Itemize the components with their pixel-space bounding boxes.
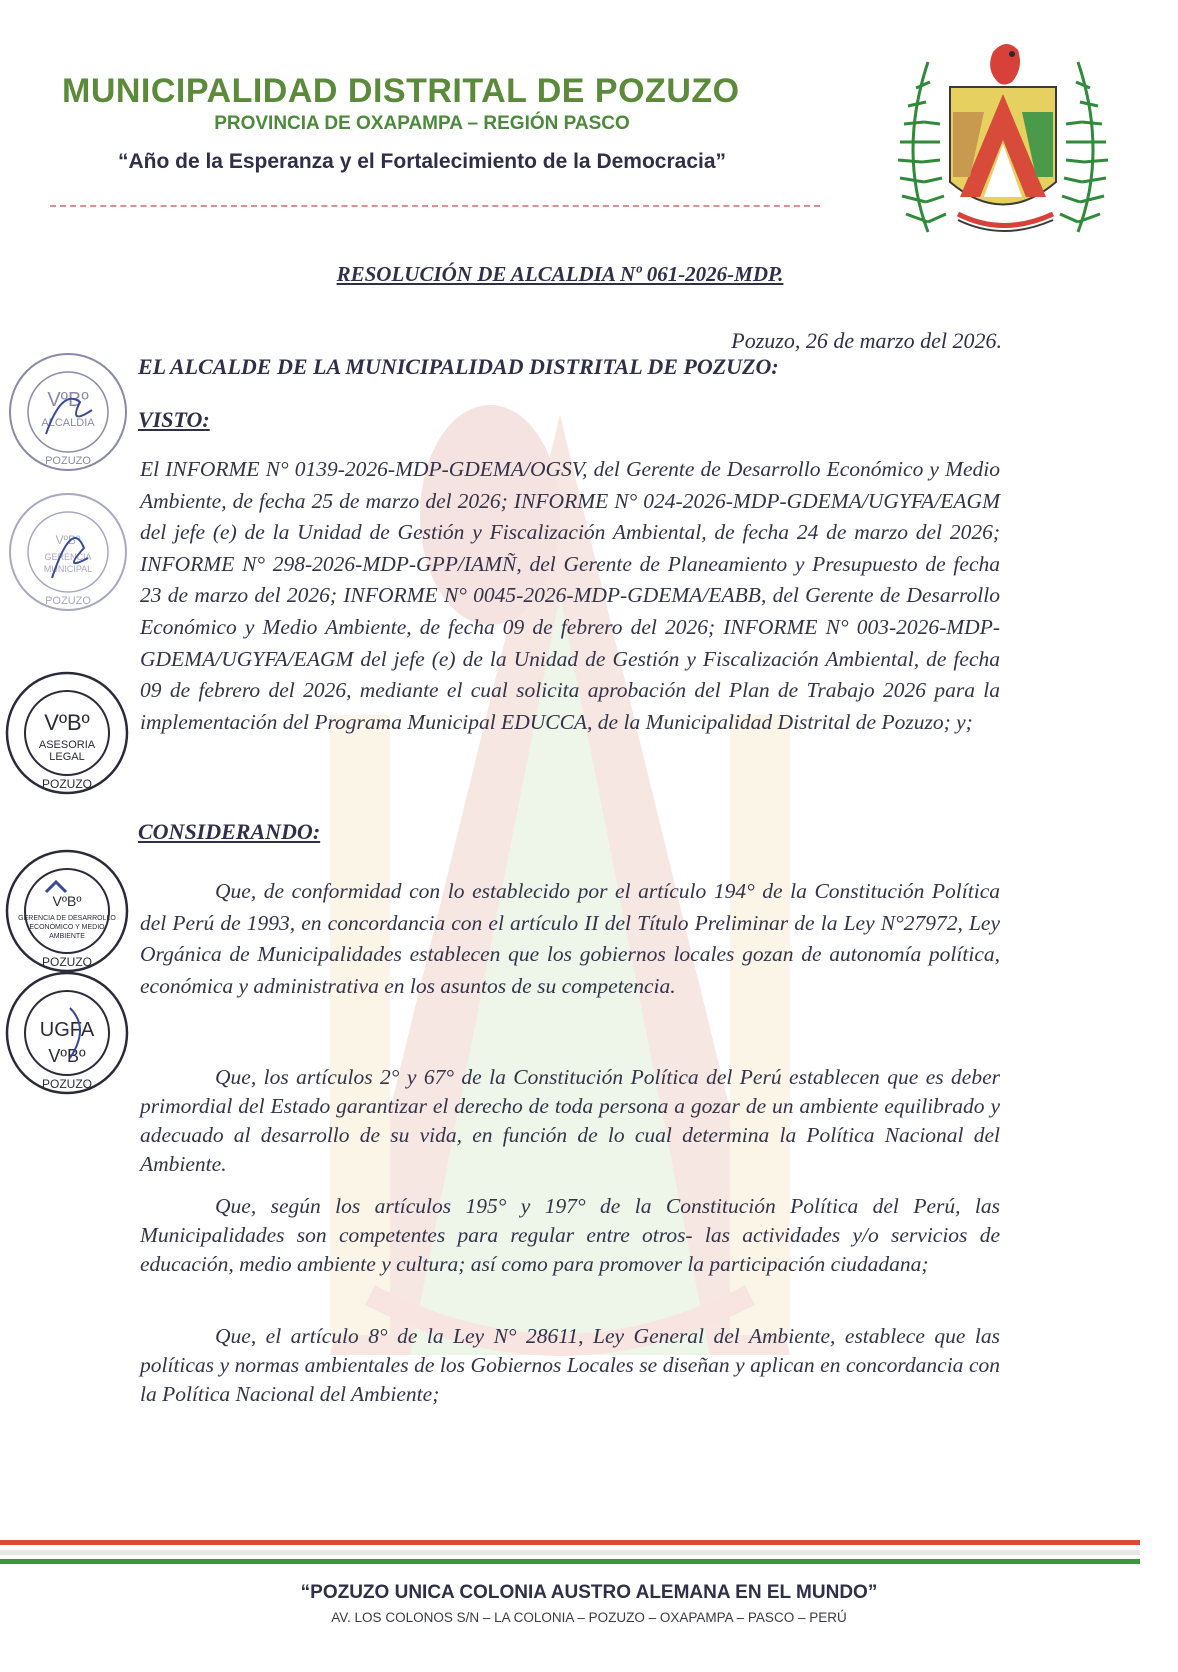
- svg-text:AMBIENTE: AMBIENTE: [49, 933, 85, 940]
- considerando-paragraph: Que, el artículo 8° de la Ley N° 28611, Ley General del Ambiente, establece que las políticas y normas ambientales de los Gobiernos Locales se diseñan y aplican en concordancia con la Política Nacional del Ambiente;: [140, 1324, 1000, 1406]
- resolution-title: RESOLUCIÓN DE ALCALDIA Nº 061-2026-MDP.: [336, 262, 784, 286]
- svg-text:POZUZO: POZUZO: [45, 455, 91, 467]
- svg-text:VºBº: VºBº: [44, 710, 90, 735]
- footer-green-stripe: [0, 1559, 1140, 1564]
- svg-text:VºBº: VºBº: [55, 533, 81, 547]
- svg-text:ALCALDIA: ALCALDIA: [41, 417, 95, 429]
- svg-text:GERENCIA: GERENCIA: [44, 552, 92, 562]
- considerando-paragraph: Que, según los artículos 195° y 197° de la Constitución Política del Perú, las Municipalidades son competentes para regular entre otros- las actividades y/o servicios de educación, medio ambiente y cultura; así como para promover la participación ciudadana;: [140, 1194, 1000, 1276]
- authority-heading: EL ALCALDE DE LA MUNICIPALIDAD DISTRITAL DE POZUZO:: [138, 354, 779, 379]
- considerando-heading: CONSIDERANDO:: [138, 819, 321, 844]
- svg-text:MUNICIPAL: MUNICIPAL: [43, 564, 93, 574]
- visto-heading: VISTO:: [138, 407, 210, 432]
- svg-text:POZUZO: POZUZO: [45, 595, 91, 607]
- svg-text:POZUZO: POZUZO: [42, 777, 92, 791]
- approval-stamp-alcaldia: [2, 348, 134, 476]
- svg-text:VºBº: VºBº: [48, 1046, 86, 1066]
- footer-red-stripe: [0, 1540, 1140, 1545]
- approval-stamp-ugfa: [0, 968, 134, 1098]
- svg-text:GERENCIA DE DESARROLLO: GERENCIA DE DESARROLLO: [18, 915, 116, 922]
- approval-stamp-gerencia-desarrollo: [0, 846, 134, 976]
- footer-white-stripe: [0, 1550, 1140, 1555]
- svg-text:ECONÓMICO Y MEDIO: ECONÓMICO Y MEDIO: [29, 924, 105, 931]
- province-region: PROVINCIA DE OXAPAMPA – REGIÓN PASCO: [214, 113, 630, 134]
- footer-address: AV. LOS COLONOS S/N – LA COLONIA – POZUZO – OXAPAMPA – PASCO – PERÚ: [331, 1610, 847, 1625]
- svg-text:UGFA: UGFA: [39, 1019, 95, 1041]
- svg-text:POZUZO: POZUZO: [42, 955, 92, 969]
- svg-text:VºBº: VºBº: [52, 893, 82, 909]
- approval-stamp-asesoria-legal: [0, 668, 134, 798]
- svg-text:POZUZO: POZUZO: [42, 1077, 92, 1091]
- header-divider: [50, 205, 820, 207]
- considerando-paragraph: Que, de conformidad con lo establecido por el artículo 194° de la Constitución Política del Perú de 1993, en concordancia con el artículo II del Título Preliminar de la Ley N°27972, Ley Orgánica de Municipalidades establecen que los gobiernos locales gozan de autonomía política, económica y administrativa en los asuntos de su competencia.: [140, 879, 1000, 998]
- coat-of-arms-icon: [888, 32, 1118, 242]
- visto-paragraph: El INFORME N° 0139-2026-MDP-GDEMA/OGSV, del Gerente de Desarrollo Económico y Medio Ambiente, de fecha 25 de marzo del 2026; INFORME N° 024-2026-MDP-GDEMA/UGYFA/EAGM del jefe (e) de la Unidad de Gestión y Fiscalización Ambiental, de fecha 24 de marzo del 2026; INFORME N° 298-2026-MDP-GPP/IAMÑ, del Gerente de Planeamiento y Presupuesto de fecha 23 de marzo del 2026; INFORME N° 0045-2026-MDP-GDEMA/EABB, del Gerente de Desarrollo Económico y Medio Ambiente, de fecha 09 de febrero del 2026; INFORME N° 003-2026-MDP-GDEMA/UGYFA/EAGM del jefe (e) de la Unidad de Gestión y Fiscalización Ambiental, de fecha 09 de febrero del 2026, mediante el cual solicita aprobación del Plan de Trabajo 2026 para la implementación del Programa Municipal EDUCCA, de la Municipalidad Distrital de Pozuzo; y;: [140, 457, 1000, 734]
- svg-text:LEGAL: LEGAL: [49, 751, 85, 763]
- footer-motto: “POZUZO UNICA COLONIA AUSTRO ALEMANA EN EL MUNDO”: [300, 1582, 878, 1603]
- approval-stamp-gerencia: [2, 488, 134, 616]
- svg-text:VºBº: VºBº: [47, 389, 89, 411]
- considerando-paragraph: Que, los artículos 2° y 67° de la Constitución Política del Perú establecen que es deber primordial del Estado garantizar el derecho de toda persona a gozar de un ambiente equilibrado y adecuado al desarrollo de su vida, en función de lo cual determina la Política Nacional del Ambiente.: [140, 1065, 1000, 1176]
- municipality-name: MUNICIPALIDAD DISTRITAL DE POZUZO: [62, 72, 740, 110]
- svg-text:ASESORIA: ASESORIA: [38, 739, 96, 751]
- year-motto: “Año de la Esperanza y el Fortalecimiento de la Democracia”: [117, 150, 727, 173]
- document-date: Pozuzo, 26 de marzo del 2026.: [731, 328, 1002, 353]
